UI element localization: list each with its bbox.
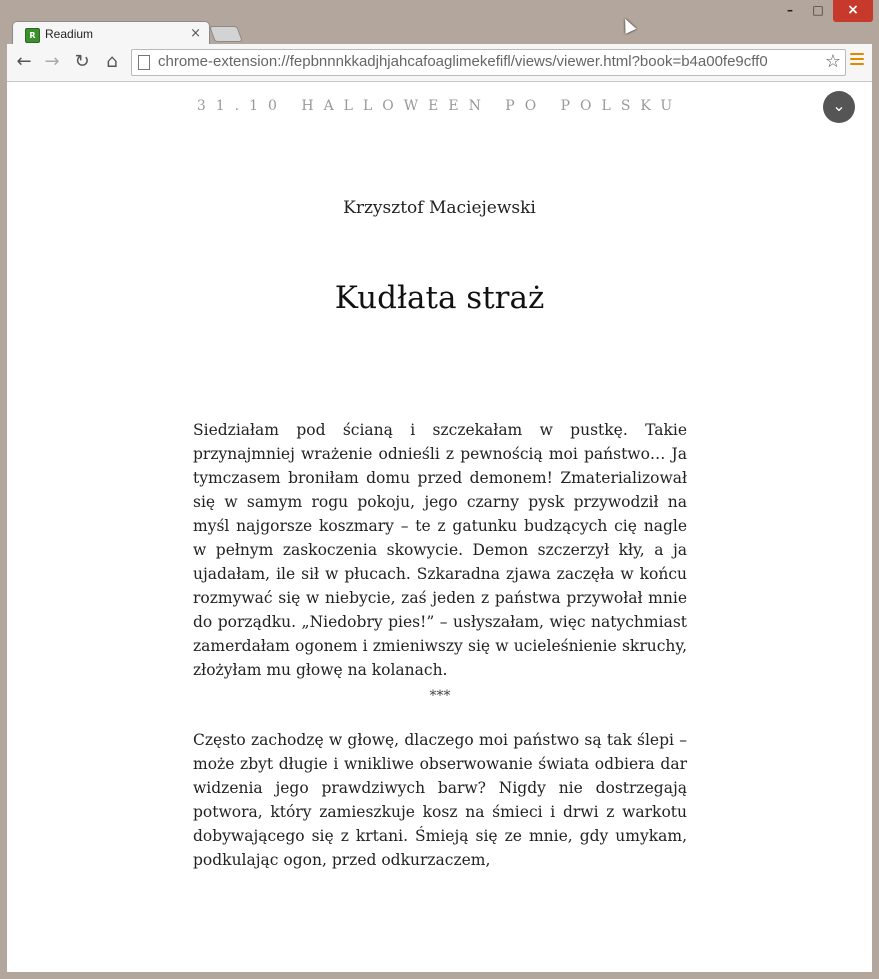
maximize-button[interactable] bbox=[805, 0, 831, 22]
back-arrow-icon[interactable]: ← bbox=[16, 51, 32, 72]
reader-viewport[interactable] bbox=[7, 82, 872, 972]
mouse-cursor-icon bbox=[620, 16, 637, 34]
reload-icon[interactable]: ↻ bbox=[74, 51, 90, 72]
browser-toolbar bbox=[7, 44, 872, 82]
story-body bbox=[193, 418, 687, 872]
minimize-icon: – bbox=[787, 3, 793, 17]
running-head: 31.10 HALLOWEEN PO POLSKU bbox=[196, 98, 683, 114]
chrome-menu-icon[interactable] bbox=[850, 53, 864, 69]
bookmark-star-icon[interactable]: ☆ bbox=[824, 51, 841, 72]
close-window-button[interactable] bbox=[833, 0, 873, 22]
minimize-button[interactable] bbox=[777, 0, 803, 22]
story-author: Krzysztof Maciejewski bbox=[343, 198, 536, 218]
tab-readium[interactable] bbox=[12, 21, 210, 46]
paragraph: Siedziałam pod ścianą i szczekałam w pustkę. Takie przynajmniej wrażenie odnieśli z pewnością moi państwo… Ja tymczasem broniłam domu przed demonem! Zmaterializował się w samym rogu pokoju, jego czarny pysk przywodził na myśl najgorsze koszmary – te z gatunku budzących cię nagle w pełnym zaskoczenia skowycie. Demon szczerzył kły, a ja ujadałam, ile sił w płucach. Szkaradna zjawa zaczęła w końcu rozmywać się w niebycie, zaś jeden z państwa przywołał mnie do porządku. „Niedobry pies!” – usłyszałam, więc natychmiast zamerdałam ogonem i zmieniwszy się w ucieleśnienie skruchy, złożyłam mu głowę na kolanach. bbox=[193, 421, 687, 679]
close-icon: × bbox=[847, 2, 859, 18]
page-icon bbox=[138, 55, 150, 70]
paragraph: Często zachodzę w głowę, dlaczego moi państwo są tak ślepi – może zbyt długie i wnikliwe obserwowanie świata odbiera dar widzenia jego prawdziwych barw? Nigdy nie dostrzegają potwora, który zamieszkuje kosz na śmieci i drwi z warkotu dobywającego się z krtani. Śmieją się ze mnie, gdy umykam, podkulając ogon, przed odkurzaczem, bbox=[193, 731, 687, 869]
chevron-down-icon[interactable]: ⌄ bbox=[823, 91, 855, 123]
forward-arrow-icon[interactable]: → bbox=[44, 51, 60, 72]
new-tab-button[interactable] bbox=[209, 26, 243, 42]
url-text[interactable]: chrome-extension://fepbnnnkkadjhjahcafoaglimekefifl/views/viewer.html?book=b4a00fe9cff0 bbox=[158, 53, 768, 70]
story-title: Kudłata straż bbox=[334, 280, 545, 316]
tab-content bbox=[23, 26, 201, 44]
tab-title: Readium bbox=[45, 27, 94, 41]
address-bar[interactable] bbox=[131, 49, 846, 76]
tab-close-icon[interactable]: × bbox=[190, 26, 201, 41]
section-separator: *** bbox=[429, 688, 451, 704]
maximize-icon: □ bbox=[812, 3, 824, 17]
title-bar bbox=[0, 0, 879, 44]
home-icon[interactable]: ⌂ bbox=[106, 51, 118, 72]
readium-favicon-icon: R bbox=[25, 28, 40, 43]
